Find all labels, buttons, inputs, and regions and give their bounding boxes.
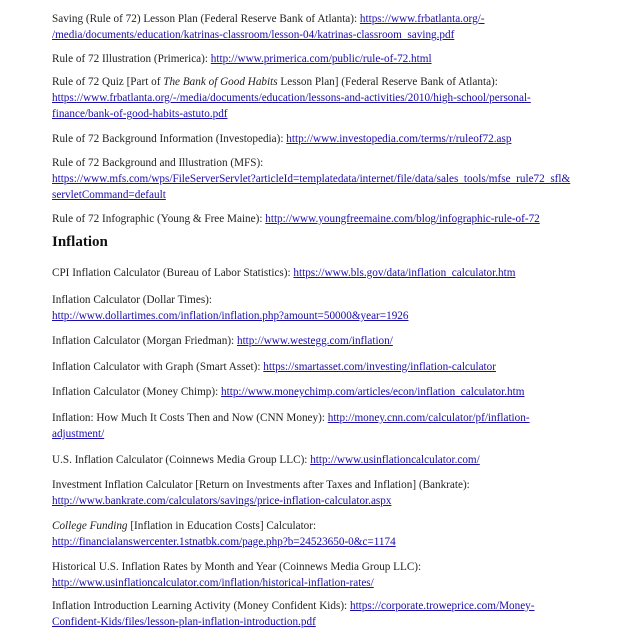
- resource-text: Rule of 72 Infographic (Young & Free Maine):: [52, 213, 266, 225]
- resource-text: Inflation Introduction Learning Activity (Money Confident Kids):: [52, 600, 350, 612]
- resource-rule-of-72-investopedia: [52, 131, 612, 147]
- resource-link[interactable]: https://smartasset.com/investing/inflation-calculator: [263, 361, 496, 373]
- resource-link[interactable]: http://www.investopedia.com/terms/r/ruleof72.asp: [286, 133, 512, 145]
- resource-cpi-calculator: [52, 265, 612, 281]
- resource-link-continued[interactable]: adjustment/: [52, 428, 105, 440]
- resource-morgan-friedman: [52, 333, 612, 349]
- resource-saving-rule-of-72: [52, 11, 612, 43]
- resource-rule-of-72-mfs: [52, 155, 612, 203]
- resource-rule-of-72-quiz: [52, 74, 612, 122]
- resource-historical-rates: [52, 559, 612, 591]
- resource-link-continued[interactable]: Confident-Kids/files/lesson-plan-inflation-introduction.pdf: [52, 616, 316, 628]
- resource-dollar-times: [52, 292, 612, 324]
- resource-link[interactable]: http://www.usinflationcalculator.com/inflation/historical-inflation-rates/: [52, 577, 374, 589]
- resource-cnn-money: [52, 410, 612, 442]
- resource-link-continued[interactable]: servletCommand=default: [52, 189, 166, 201]
- resource-link-continued[interactable]: /media/documents/education/katrinas-classroom/lesson-04/katrinas-classroom_saving.pdf: [52, 29, 455, 41]
- resource-text: U.S. Inflation Calculator (Coinnews Media Group LLC):: [52, 454, 311, 466]
- resource-smart-asset: [52, 359, 612, 375]
- resource-us-inflation-calculator: [52, 452, 612, 468]
- resource-text: Saving (Rule of 72) Lesson Plan (Federal Reserve Bank of Atlanta):: [52, 13, 360, 25]
- resource-college-funding: [52, 518, 612, 550]
- resource-text: Rule of 72 Quiz [Part of: [52, 76, 164, 88]
- resource-link[interactable]: http://www.youngfreemaine.com/blog/infographic-rule-of-72: [265, 213, 540, 225]
- resource-text: Inflation Calculator (Dollar Times):: [52, 294, 213, 306]
- resource-link[interactable]: http://www.bankrate.com/calculators/savings/price-inflation-calculator.aspx: [52, 495, 392, 507]
- resource-text: CPI Inflation Calculator (Bureau of Labor Statistics):: [52, 267, 294, 279]
- resource-text: Rule of 72 Background Information (Investopedia):: [52, 133, 287, 145]
- resource-text: Inflation Calculator (Money Chimp):: [52, 386, 222, 398]
- resource-link[interactable]: http://www.westegg.com/inflation/: [236, 335, 393, 347]
- resource-link[interactable]: http://www.moneychimp.com/articles/econ/inflation_calculator.htm: [221, 386, 525, 398]
- resource-link[interactable]: https://corporate.troweprice.com/Money-: [349, 600, 535, 612]
- resource-link[interactable]: https://www.frbatlanta.org/-/media/documents/education/lessons-and-activities/2010/high-school/personal-: [52, 92, 531, 104]
- resource-money-confident-kids: [52, 598, 612, 630]
- resource-link[interactable]: http://www.dollartimes.com/inflation/inflation.php?amount=50000&year=1926: [52, 310, 409, 322]
- resource-money-chimp: [52, 384, 612, 400]
- resource-text: Historical U.S. Inflation Rates by Month and Year (Coinnews Media Group LLC):: [52, 561, 422, 573]
- resource-bankrate: [52, 477, 612, 509]
- resource-text-post: Lesson Plan] (Federal Reserve Bank of Atlanta):: [277, 76, 498, 88]
- resource-link[interactable]: https://www.frbatlanta.org/-: [359, 13, 485, 25]
- resource-rule-of-72-infographic: [52, 211, 612, 227]
- resource-text: Inflation Calculator with Graph (Smart Asset):: [52, 361, 264, 373]
- resource-title-italic: The Bank of Good Habits: [163, 76, 278, 88]
- section-heading-inflation: Inflation: [52, 234, 108, 250]
- resource-text: Rule of 72 Background and Illustration (MFS):: [52, 157, 264, 169]
- resource-title-italic: College Funding: [52, 520, 128, 532]
- resource-rule-of-72-illustration: [52, 51, 612, 67]
- resource-link[interactable]: http://money.cnn.com/calculator/pf/inflation-: [327, 412, 530, 424]
- resource-link[interactable]: https://www.mfs.com/wps/FileServerServlet?articleId=templatedata/internet/file/data/sales_tools/mfse_rule72_sfl&: [52, 173, 571, 185]
- resource-link[interactable]: https://www.bls.gov/data/inflation_calculator.htm: [293, 267, 516, 279]
- resource-text: Inflation Calculator (Morgan Friedman):: [52, 335, 237, 347]
- resource-link[interactable]: http://www.usinflationcalculator.com/: [310, 454, 480, 466]
- resource-text: Investment Inflation Calculator [Return on Investments after Taxes and Inflation] (Bankrate):: [52, 479, 470, 491]
- resource-text: Rule of 72 Illustration (Primerica):: [52, 53, 211, 65]
- resource-text: Inflation: How Much It Costs Then and Now (CNN Money):: [52, 412, 328, 424]
- resource-link-continued[interactable]: finance/bank-of-good-habits-astuto.pdf: [52, 108, 228, 120]
- resource-link[interactable]: http://www.primerica.com/public/rule-of-72.html: [210, 53, 432, 65]
- resource-link[interactable]: http://financialanswercenter.1stnatbk.com/page.php?b=24523650-0&c=1174: [52, 536, 396, 548]
- resource-text-post: [Inflation in Education Costs] Calculator:: [127, 520, 317, 532]
